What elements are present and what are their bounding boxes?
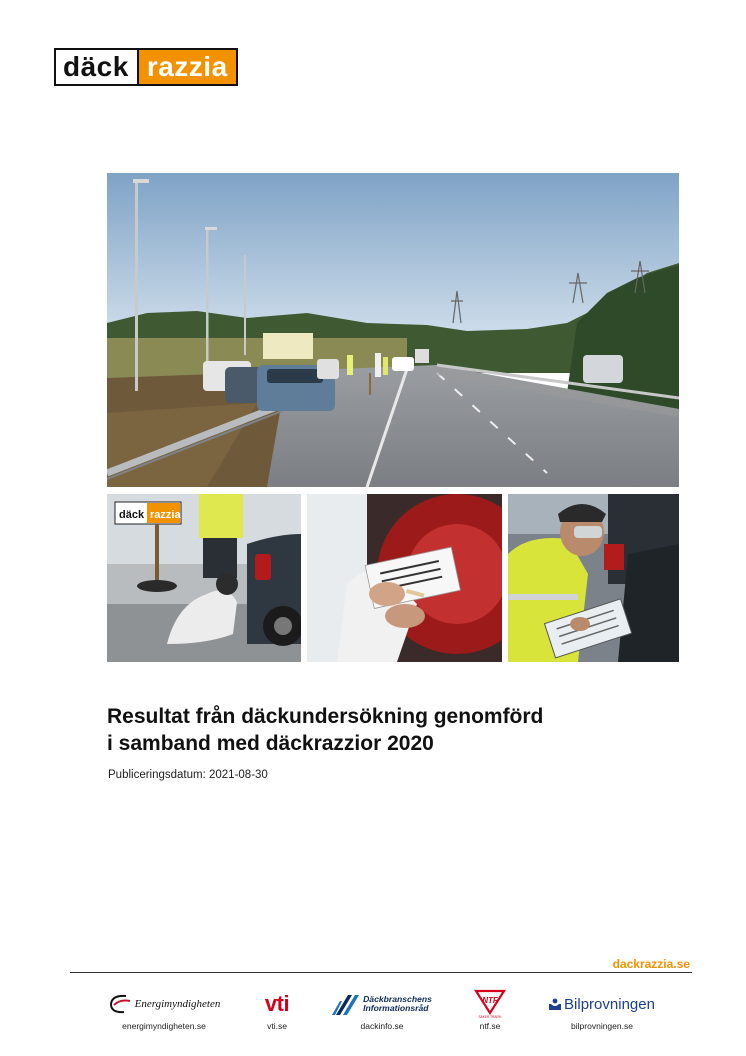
website-link[interactable]: dackrazzia.se	[612, 957, 690, 971]
partner-ntf[interactable]	[466, 989, 514, 1031]
sign-text-dack: däck	[119, 509, 145, 521]
ntf-logo-text: NTF	[482, 996, 498, 1005]
partner-vti[interactable]	[250, 989, 304, 1031]
ntf-tagline: SÄKER TRAFIK	[478, 1015, 502, 1019]
sign-text-razzia: razzia	[150, 509, 181, 521]
dackrazzia-logo	[54, 48, 238, 86]
photo-inspector-kneeling	[107, 494, 301, 662]
report-title-line1: Resultat från däckundersökning genomförd	[107, 705, 544, 728]
partner-url-dackinfo: dackinfo.se	[360, 1021, 404, 1031]
publication-date: Publiceringsdatum: 2021-08-30	[108, 769, 268, 781]
report-title	[107, 703, 687, 757]
bilprovningen-icon	[549, 998, 561, 1010]
hero-photo-roadside-inspection	[107, 173, 679, 487]
photo-inspector-clipboard	[508, 494, 679, 662]
dackinfo-tyre-stripes-icon	[332, 993, 360, 1015]
photo-tyre-depth-gauge	[307, 494, 502, 662]
partner-name-dackinfo-line2: Informationsråd	[363, 1003, 429, 1013]
partner-name-energimyndigheten: Energimyndigheten	[134, 998, 221, 1010]
partner-url-vti: vti.se	[267, 1021, 287, 1031]
ntf-triangle-icon	[472, 989, 508, 1019]
partner-url-ntf: ntf.se	[479, 1021, 501, 1031]
partner-name-dackinfo-line1: Däckbranschens	[363, 994, 432, 1004]
report-title-line2: i samband med däckrazzior 2020	[107, 732, 434, 755]
partner-energimyndigheten[interactable]	[102, 989, 226, 1031]
partner-url-energimyndigheten: energimyndigheten.se	[122, 1021, 206, 1031]
logo-text-razzia: razzia	[137, 50, 236, 84]
energimyndigheten-swoosh-icon	[108, 993, 132, 1015]
partner-bilprovningen[interactable]	[542, 989, 662, 1031]
partner-name-bilprovningen: Bilprovningen	[564, 995, 655, 1013]
logo-text-dack: däck	[56, 50, 137, 84]
partner-url-bilprovningen: bilprovningen.se	[571, 1021, 633, 1031]
partner-name-vti: vti	[264, 991, 290, 1016]
footer-divider	[70, 972, 692, 973]
partner-dackinfo[interactable]	[327, 989, 437, 1031]
